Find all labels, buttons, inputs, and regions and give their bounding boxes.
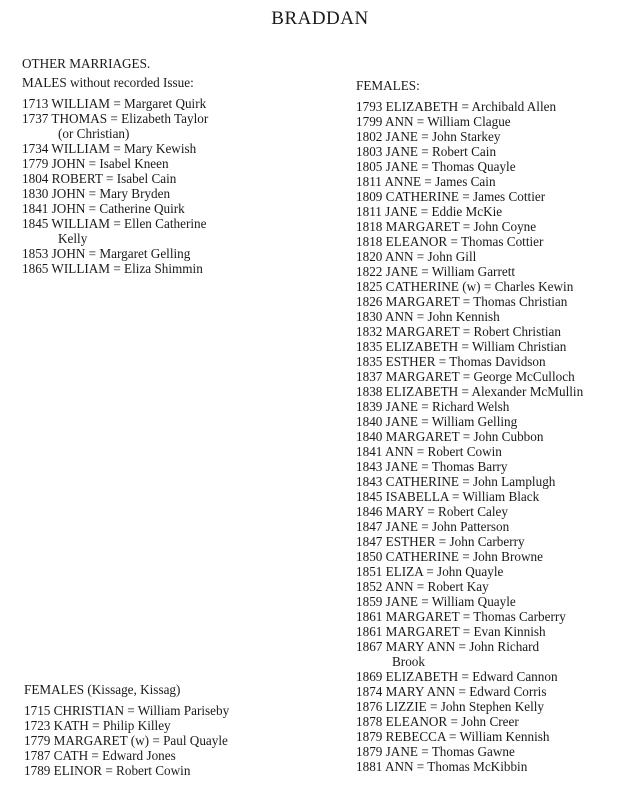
section-heading: FEMALES: bbox=[356, 78, 420, 93]
entry-text: 1869 ELIZABETH = Edward Cannon bbox=[356, 669, 558, 684]
marriage-entry bbox=[356, 459, 640, 474]
entry-text: 1737 THOMAS = Elizabeth Taylor bbox=[22, 111, 209, 126]
marriage-entry bbox=[356, 264, 640, 279]
entry-text: 1839 JANE = Richard Welsh bbox=[356, 399, 510, 414]
marriage-entry bbox=[356, 669, 640, 684]
entry-text: 1840 MARGARET = John Cubbon bbox=[356, 429, 544, 444]
entry-text: 1837 MARGARET = George McCulloch bbox=[356, 369, 575, 384]
entry-text: 1713 WILLIAM = Margaret Quirk bbox=[22, 96, 207, 111]
marriage-entry bbox=[356, 609, 640, 624]
marriage-entry bbox=[22, 111, 322, 141]
entry-text: 1799 ANN = William Clague bbox=[356, 114, 511, 129]
entry-text: 1832 MARGARET = Robert Christian bbox=[356, 324, 562, 339]
females-kissage-section bbox=[24, 682, 324, 778]
marriage-entry bbox=[24, 763, 324, 778]
marriage-entry bbox=[356, 534, 640, 549]
entry-text: 1715 CHRISTIAN = William Pariseby bbox=[24, 703, 230, 718]
entry-text: 1850 CATHERINE = John Browne bbox=[356, 549, 543, 564]
marriage-entry bbox=[356, 129, 640, 144]
entry-text: 1859 JANE = William Quayle bbox=[356, 594, 516, 609]
marriage-entry bbox=[356, 429, 640, 444]
marriage-entry bbox=[356, 114, 640, 129]
entry-text: 1853 JOHN = Margaret Gelling bbox=[22, 246, 191, 261]
marriage-entry bbox=[356, 144, 640, 159]
marriage-entry bbox=[356, 519, 640, 534]
marriage-entry bbox=[356, 384, 640, 399]
entry-text: 1830 JOHN = Mary Bryden bbox=[22, 186, 171, 201]
marriage-entry bbox=[22, 201, 322, 216]
marriage-entry bbox=[356, 219, 640, 234]
entry-text: 1843 CATHERINE = John Lamplugh bbox=[356, 474, 556, 489]
females-section bbox=[356, 78, 640, 774]
marriage-entry bbox=[356, 624, 640, 639]
marriage-entry bbox=[356, 489, 640, 504]
marriage-entry bbox=[356, 369, 640, 384]
entry-text: 1847 ESTHER = John Carberry bbox=[356, 534, 525, 549]
entry-text: 1851 ELIZA = John Quayle bbox=[356, 564, 504, 579]
entry-text: 1803 JANE = Robert Cain bbox=[356, 144, 497, 159]
entry-continuation: (or Christian) bbox=[58, 126, 130, 141]
entry-text: 1861 MARGARET = Evan Kinnish bbox=[356, 624, 546, 639]
entry-text: 1826 MARGARET = Thomas Christian bbox=[356, 294, 568, 309]
marriage-entry bbox=[356, 204, 640, 219]
marriage-entry bbox=[356, 759, 640, 774]
entry-text: 1825 CATHERINE (w) = Charles Kewin bbox=[356, 279, 574, 294]
entry-continuation: Kelly bbox=[58, 231, 88, 246]
marriage-entry bbox=[22, 216, 322, 246]
marriage-entry bbox=[356, 159, 640, 174]
entry-text: 1876 LIZZIE = John Stephen Kelly bbox=[356, 699, 544, 714]
marriage-entry bbox=[356, 474, 640, 489]
marriage-entry bbox=[356, 99, 640, 114]
entry-text: 1779 MARGARET (w) = Paul Quayle bbox=[24, 733, 228, 748]
entry-text: 1881 ANN = Thomas McKibbin bbox=[356, 759, 528, 774]
entry-text: 1865 WILLIAM = Eliza Shimmin bbox=[22, 261, 203, 276]
entry-text: 1841 JOHN = Catherine Quirk bbox=[22, 201, 185, 216]
entry-list bbox=[22, 96, 322, 276]
marriage-entry bbox=[22, 156, 322, 171]
males-section bbox=[22, 56, 322, 276]
marriage-entry bbox=[356, 504, 640, 519]
marriage-entry bbox=[356, 354, 640, 369]
entry-text: 1879 REBECCA = William Kennish bbox=[356, 729, 550, 744]
marriage-entry bbox=[22, 186, 322, 201]
entry-text: 1846 MARY = Robert Caley bbox=[356, 504, 509, 519]
entry-text: 1820 ANN = John Gill bbox=[356, 249, 477, 264]
marriage-entry bbox=[356, 549, 640, 564]
entry-text: 1804 ROBERT = Isabel Cain bbox=[22, 171, 177, 186]
entry-text: 1802 JANE = John Starkey bbox=[356, 129, 501, 144]
page-title: BRADDAN bbox=[271, 8, 369, 29]
entry-text: 1818 MARGARET = John Coyne bbox=[356, 219, 537, 234]
marriage-entry bbox=[356, 324, 640, 339]
entry-text: 1818 ELEANOR = Thomas Cottier bbox=[356, 234, 544, 249]
entry-text: 1835 ELIZABETH = William Christian bbox=[356, 339, 567, 354]
marriage-entry bbox=[356, 174, 640, 189]
marriage-entry bbox=[356, 639, 640, 669]
marriage-entry bbox=[356, 699, 640, 714]
marriage-entry bbox=[356, 189, 640, 204]
entry-text: 1811 ANNE = James Cain bbox=[356, 174, 496, 189]
entry-text: 1845 WILLIAM = Ellen Catherine bbox=[22, 216, 207, 231]
entry-text: 1878 ELEANOR = John Creer bbox=[356, 714, 519, 729]
entry-text: 1723 KATH = Philip Killey bbox=[24, 718, 171, 733]
entry-text: 1809 CATHERINE = James Cottier bbox=[356, 189, 546, 204]
section-subheading: MALES without recorded Issue: bbox=[22, 75, 194, 90]
marriage-entry bbox=[356, 309, 640, 324]
marriage-entry bbox=[356, 579, 640, 594]
marriage-entry bbox=[22, 261, 322, 276]
marriage-entry bbox=[24, 703, 324, 718]
marriage-entry bbox=[356, 594, 640, 609]
marriage-entry bbox=[356, 294, 640, 309]
entry-text: 1835 ESTHER = Thomas Davidson bbox=[356, 354, 546, 369]
entry-text: 1874 MARY ANN = Edward Corris bbox=[356, 684, 547, 699]
entry-text: 1852 ANN = Robert Kay bbox=[356, 579, 489, 594]
marriage-entry bbox=[22, 171, 322, 186]
marriage-entry bbox=[356, 234, 640, 249]
marriage-entry bbox=[356, 744, 640, 759]
entry-text: 1840 JANE = William Gelling bbox=[356, 414, 518, 429]
entry-text: 1793 ELIZABETH = Archibald Allen bbox=[356, 99, 557, 114]
marriage-entry bbox=[356, 714, 640, 729]
marriage-entry bbox=[356, 564, 640, 579]
entry-text: 1838 ELIZABETH = Alexander McMullin bbox=[356, 384, 584, 399]
marriage-entry bbox=[22, 141, 322, 156]
entry-text: 1805 JANE = Thomas Quayle bbox=[356, 159, 516, 174]
marriage-entry bbox=[22, 96, 322, 111]
marriage-entry bbox=[24, 718, 324, 733]
marriage-entry bbox=[356, 444, 640, 459]
entry-text: 1811 JANE = Eddie McKie bbox=[356, 204, 503, 219]
entry-text: 1822 JANE = William Garrett bbox=[356, 264, 516, 279]
marriage-entry bbox=[356, 399, 640, 414]
section-heading: FEMALES (Kissage, Kissag) bbox=[24, 682, 181, 697]
entry-text: 1843 JANE = Thomas Barry bbox=[356, 459, 508, 474]
entry-text: 1861 MARGARET = Thomas Carberry bbox=[356, 609, 566, 624]
entry-list bbox=[356, 99, 640, 774]
entry-text: 1841 ANN = Robert Cowin bbox=[356, 444, 502, 459]
marriage-entry bbox=[22, 246, 322, 261]
marriage-entry bbox=[356, 729, 640, 744]
section-heading: OTHER MARRIAGES. bbox=[22, 56, 151, 71]
entry-text: 1734 WILLIAM = Mary Kewish bbox=[22, 141, 197, 156]
marriage-entry bbox=[356, 414, 640, 429]
entry-text: 1879 JANE = Thomas Gawne bbox=[356, 744, 515, 759]
entry-text: 1787 CATH = Edward Jones bbox=[24, 748, 176, 763]
entry-text: 1830 ANN = John Kennish bbox=[356, 309, 500, 324]
entry-continuation: Brook bbox=[392, 654, 425, 669]
marriage-entry bbox=[24, 748, 324, 763]
marriage-entry bbox=[356, 339, 640, 354]
entry-text: 1867 MARY ANN = John Richard bbox=[356, 639, 540, 654]
entry-text: 1847 JANE = John Patterson bbox=[356, 519, 510, 534]
marriage-entry bbox=[356, 684, 640, 699]
entry-text: 1779 JOHN = Isabel Kneen bbox=[22, 156, 169, 171]
marriage-entry bbox=[356, 279, 640, 294]
entry-text: 1845 ISABELLA = William Black bbox=[356, 489, 540, 504]
marriage-entry bbox=[356, 249, 640, 264]
entry-text: 1789 ELINOR = Robert Cowin bbox=[24, 763, 191, 778]
marriage-entry bbox=[24, 733, 324, 748]
entry-list bbox=[24, 703, 324, 778]
